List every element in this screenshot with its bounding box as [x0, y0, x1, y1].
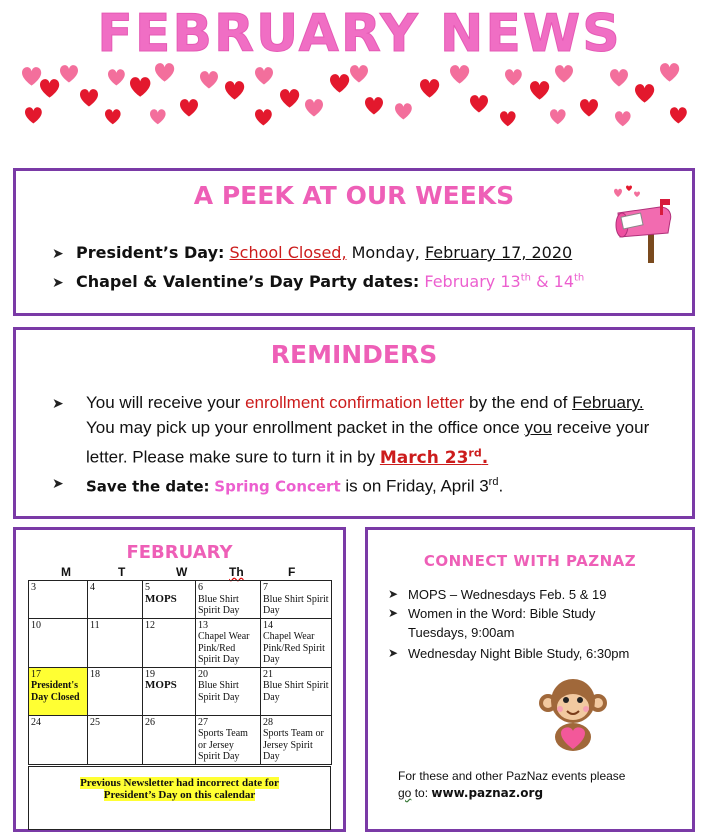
newsletter-title: FEBRUARY NEWS [97, 4, 622, 64]
calendar-day-event: Chapel Wear Pink/Red Spirit Day [198, 631, 250, 665]
day-text: Monday, [351, 243, 420, 262]
connect-title: CONNECT WITH PAZNAZ [423, 552, 637, 570]
calendar-day-number: 27 [198, 716, 208, 728]
calendar-day-event: Blue Shirt Spirit Day [198, 680, 240, 703]
mailbox-icon [608, 185, 678, 265]
calendar-day-number: 5 [145, 582, 150, 593]
bullet-arrow-icon: ➤ [52, 274, 64, 290]
calendar-day-cell [143, 667, 196, 715]
calendar-day-cell [143, 581, 196, 619]
school-closed-text: School Closed, [229, 243, 347, 262]
bullet-arrow-icon: ➤ [52, 245, 64, 261]
calendar-day-cell [88, 715, 143, 764]
calendar-day-event: MOPS [145, 679, 177, 691]
calendar-day-cell [88, 618, 143, 667]
day-header-thu: Th [229, 565, 244, 579]
bullet-arrow-icon: ➤ [388, 606, 399, 620]
calendar-day-cell [196, 581, 261, 619]
presidents-day-date: February 17, 2020 [424, 243, 573, 262]
day-header-fri: F [288, 565, 296, 579]
party-dates-line [76, 272, 584, 291]
calendar-day-event: Chapel Wear Pink/Red Spirit Day [263, 631, 325, 665]
list-item: ➤ Women in the Word: Bible Study [388, 606, 596, 621]
party-dates-value: February 13th & 14th [424, 272, 585, 291]
list-item: ➤ Wednesday Night Bible Study, 6:30pm [388, 646, 630, 661]
paznaz-website-link[interactable]: www.paznaz.org [431, 786, 544, 800]
calendar-day-cell [261, 581, 332, 619]
calendar-day-number: 10 [31, 619, 41, 631]
presidents-day-line [76, 243, 572, 262]
calendar-day-number: 20 [198, 668, 208, 680]
note-line-1: Previous Newsletter had incorrect date for [80, 777, 279, 789]
calendar-correction-note [28, 766, 331, 830]
calendar-day-number: 26 [145, 716, 155, 728]
presidents-day-label: President’s Day: [76, 243, 225, 262]
party-dates-label: Chapel & Valentine’s Day Party dates: [76, 272, 420, 291]
list-item: ➤ MOPS – Wednesdays Feb. 5 & 19 [388, 587, 607, 602]
calendar-day-number: 12 [145, 619, 155, 631]
calendar-week-row [29, 715, 332, 764]
calendar-day-number: 6 [198, 582, 203, 593]
calendar-day-cell [196, 667, 261, 715]
bullet-arrow-icon: ➤ [388, 587, 399, 601]
reminders-section [13, 327, 695, 519]
calendar-day-cell [261, 715, 332, 764]
calendar-day-number: 21 [263, 668, 273, 680]
calendar-day-cell [29, 618, 88, 667]
connect-section [365, 527, 695, 832]
calendar-day-event: Blue Shirt Spirit Day [198, 593, 240, 616]
day-header-mon: M [61, 565, 71, 579]
calendar-title: FEBRUARY [126, 542, 233, 563]
calendar-day-event: Sports Team or Jersey Spirit Day [198, 728, 248, 762]
calendar-day-cell [143, 715, 196, 764]
note-line-2: President’s Day on this calendar [103, 789, 256, 801]
calendar-day-cell [29, 667, 88, 715]
calendar-week-row [29, 667, 332, 715]
calendar-day-number: 13 [198, 619, 208, 631]
calendar-day-number: 11 [90, 619, 100, 631]
day-header-tue: T [118, 565, 126, 579]
calendar-day-cell [29, 581, 88, 619]
calendar-section [13, 527, 346, 832]
calendar-day-number: 7 [263, 582, 268, 593]
connect-footer: For these and other PazNaz events please go to: www.paznaz.org [398, 769, 626, 800]
bullet-arrow-icon: ➤ [388, 646, 399, 660]
calendar-day-number: 17 [31, 668, 41, 680]
calendar-day-number: 14 [263, 619, 273, 631]
calendar-day-number: 28 [263, 716, 273, 728]
calendar-day-number: 24 [31, 716, 41, 728]
calendar-day-number: 25 [90, 716, 100, 728]
calendar-day-event: Sports Team or Jersey Spirit Day [263, 728, 324, 762]
heart-icon [22, 63, 679, 126]
calendar-day-number: 19 [145, 668, 155, 680]
calendar-day-cell [143, 618, 196, 667]
calendar-day-cell [88, 581, 143, 619]
calendar-day-cell [261, 667, 332, 715]
reminders-title: REMINDERS [270, 340, 438, 369]
calendar-day-event: Blue Shirt Spirit Day [263, 680, 329, 703]
bullet-arrow-icon: ➤ [52, 395, 64, 411]
day-header-wed: W [176, 565, 188, 579]
calendar-day-event: Blue Shirt Spirit Day [263, 593, 329, 616]
calendar-day-event: President's Day Closed [31, 680, 80, 703]
calendar-day-number: 18 [90, 668, 100, 680]
heart-icon [25, 74, 687, 126]
calendar-day-cell [196, 618, 261, 667]
spring-concert-reminder: Save the date: Spring Concert is on Friday, April 3rd. [86, 476, 504, 496]
enrollment-reminder: You will receive your enrollment confirmation letter by the end of February. You may pick up your enrollment packet in the office once you receive your letter. Please make sure to turn it in by March 23rd. [86, 393, 650, 468]
hearts-border-decoration [20, 60, 700, 132]
connect-events-list [388, 586, 630, 664]
calendar-day-cell [196, 715, 261, 764]
bullet-arrow-icon: ➤ [52, 475, 64, 491]
list-item-continuation: Tuesdays, 9:00am [408, 625, 515, 640]
monkey-icon [538, 675, 608, 753]
calendar-day-cell [29, 715, 88, 764]
calendar-grid [28, 580, 332, 765]
calendar-day-event: MOPS [145, 592, 177, 605]
peek-at-weeks-section [13, 168, 695, 316]
calendar-day-cell [88, 667, 143, 715]
calendar-day-cell [261, 618, 332, 667]
calendar-day-number: 4 [90, 582, 95, 593]
calendar-week-row [29, 618, 332, 667]
calendar-day-number: 3 [31, 582, 36, 593]
peek-title: A PEEK AT OUR WEEKS [193, 181, 515, 210]
calendar-week-row [29, 581, 332, 619]
